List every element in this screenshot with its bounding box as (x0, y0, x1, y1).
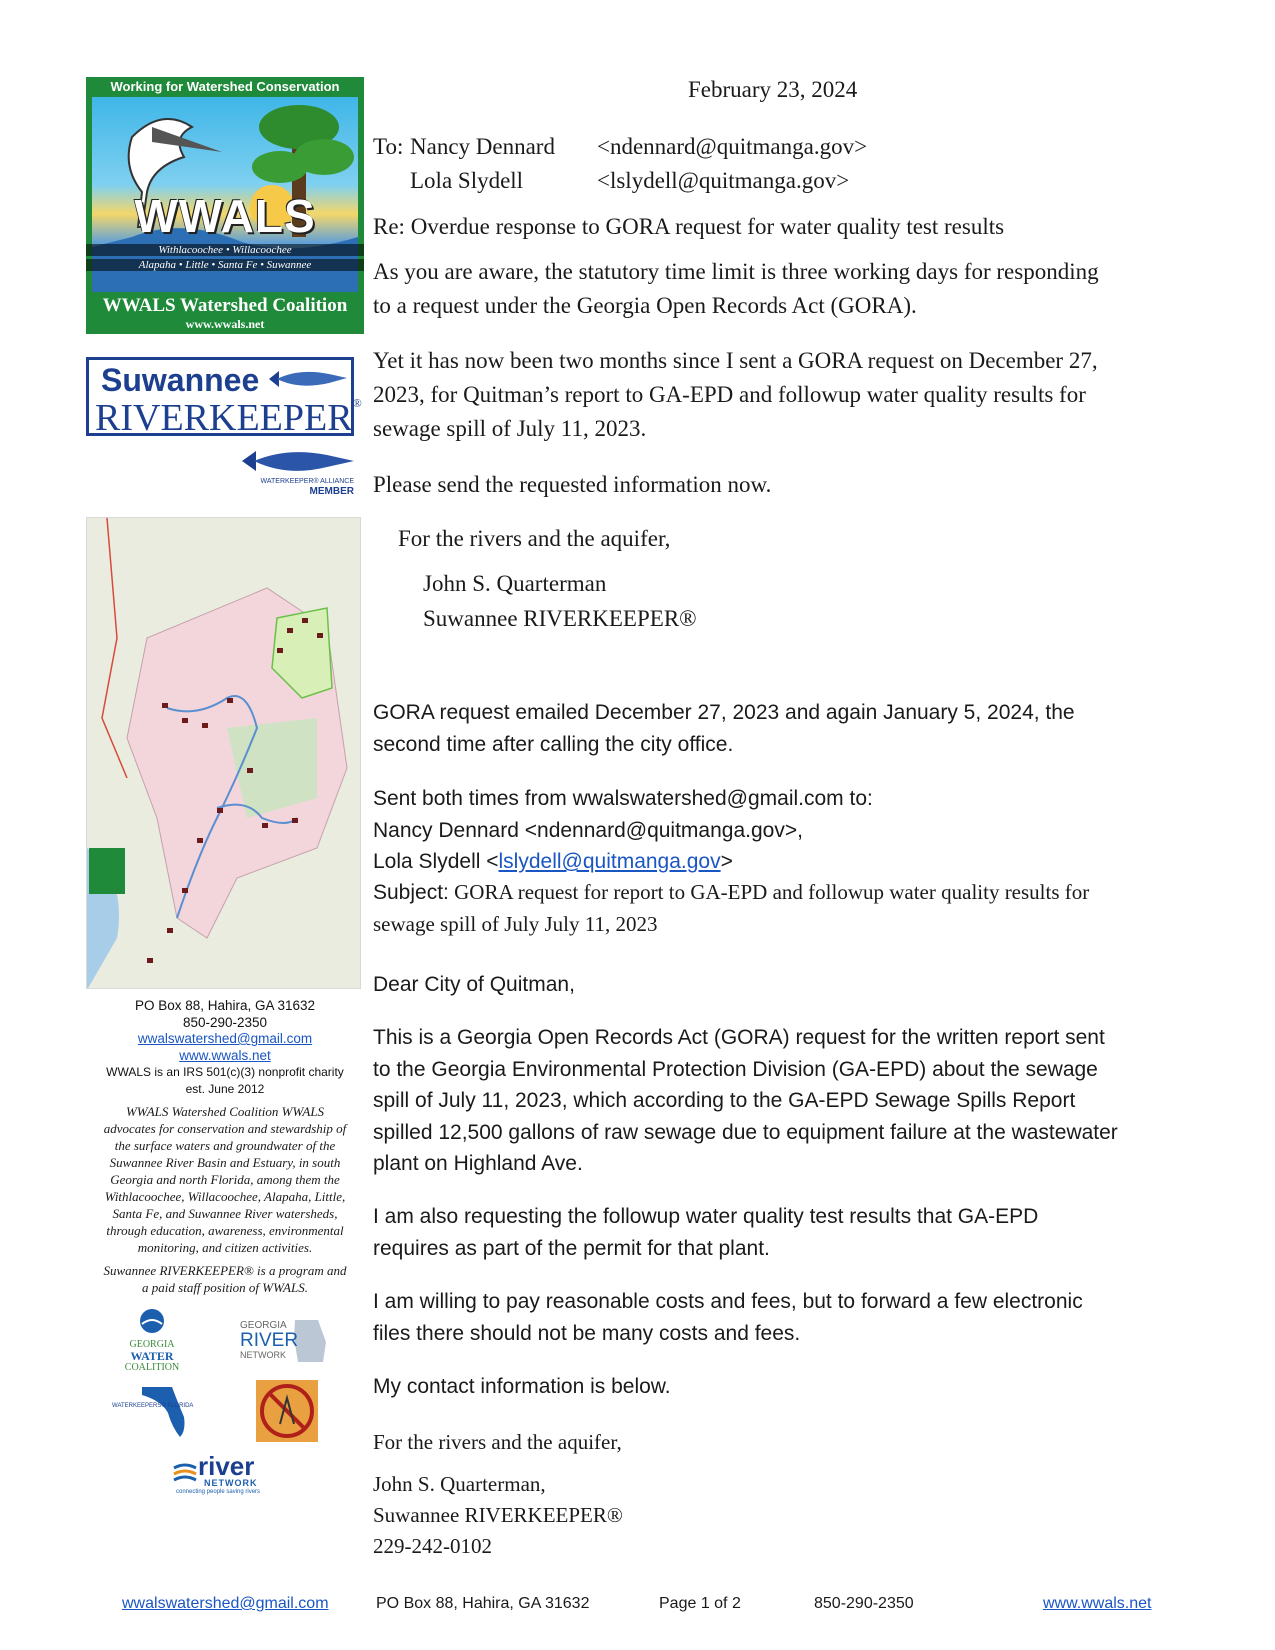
sidebar-mission (80, 1103, 370, 1296)
sturgeon-icon (242, 447, 354, 477)
quoted-closing: For the rivers and the aquifer, (373, 1430, 622, 1454)
mission-line: Georgia and north Florida, among them the (110, 1172, 340, 1187)
rn-wordmark: river (198, 1451, 255, 1481)
signature-title: Suwannee RIVERKEEPER® (423, 606, 697, 631)
footer-website-link[interactable]: www.wwals.net (1043, 1595, 1152, 1612)
gwc-line: GEORGIA (129, 1339, 175, 1350)
quoted-to-1: Nancy Dennard <ndennard@quitmanga.gov>, (373, 818, 803, 842)
footer-phone: 850-290-2350 (814, 1595, 914, 1612)
watershed-map-graphic (87, 518, 361, 989)
sidebar-charity-line1: WWALS is an IRS 501(c)(3) nonprofit charity (106, 1065, 344, 1079)
recipient-name: Lola Slydell (410, 168, 524, 193)
quoted-to-2: Lola Slydell <lslydell@quitmanga.gov> (373, 850, 733, 873)
quoted-emailed-note: GORA request emailed December 27, 2023 and again January 5, 2024, the second time after calling the city office. (373, 701, 1075, 756)
letter-date: February 23, 2024 (688, 77, 858, 102)
mission-line: Suwannee River Basin and Estuary, in south (109, 1155, 341, 1170)
quoted-sent-from: Sent both times from wwalswatershed@gmail.com to: (373, 787, 873, 810)
wwals-org-name: WWALS Watershed Coalition (102, 295, 348, 316)
rn-tagline: connecting people saving rivers (176, 1489, 261, 1495)
rn-network: NETWORK (204, 1478, 258, 1488)
program-note-line: a paid staff position of WWALS. (142, 1280, 308, 1295)
quoted-paragraph-4: My contact information is below. (373, 1375, 671, 1398)
mission-line: Santa Fe, and Suwannee River watersheds, (112, 1206, 338, 1221)
river-waves-icon (172, 1462, 198, 1484)
river-network-logo (172, 1451, 270, 1500)
grn-line: GEORGIA (240, 1320, 287, 1331)
ffade-label (256, 1380, 318, 1381)
quoted-signature: John S. Quarterman, Suwannee RIVERKEEPER® 229-242-0102 (373, 1472, 623, 1558)
recipient-email: <ndennard@quitmanga.gov> (597, 134, 868, 159)
letter-paragraph-1: As you are aware, the statutory time limit is three working days for responding to a request under the Georgia Open Records Act (GORA). (373, 259, 1099, 318)
sidebar-charity-line2: est. June 2012 (185, 1081, 265, 1096)
recipient-name: Nancy Dennard (410, 134, 555, 159)
waterkeeper-alliance-mark (242, 447, 354, 497)
letter-closing: For the rivers and the aquifer, (398, 526, 671, 551)
mission-line: the surface waters and groundwater of the (114, 1138, 336, 1153)
alliance-label: WATERKEEPER® ALLIANCE (260, 478, 354, 485)
water-drop-icon (137, 1308, 167, 1334)
quoted-header (373, 783, 873, 878)
wwals-tagline: Working for Watershed Conservation (110, 79, 340, 94)
gwc-line: WATER (130, 1349, 174, 1363)
quoted-paragraph-2: I am also requesting the followup water quality test results that GA-EPD requires as part of the permit for that plant. (373, 1205, 1039, 1260)
lslydell-email-link[interactable]: lslydell@quitmanga.gov (498, 850, 721, 873)
wwals-logo (86, 77, 364, 334)
sidebar-email-link[interactable]: wwalswatershed@gmail.com (137, 1031, 313, 1046)
quoted-subject: Subject: GORA request for report to GA-EPD and followup water quality results for sewage spill of July July 11, 2023 (373, 880, 1090, 936)
program-note-line: Suwannee RIVERKEEPER® is a program and (103, 1263, 347, 1278)
riverkeeper-logo-riverkeeper: RIVERKEEPER® (95, 396, 362, 439)
watershed-map (86, 517, 361, 989)
footer-address: PO Box 88, Hahira, GA 31632 (376, 1595, 590, 1612)
floridians-against-dirty-energy-logo (256, 1380, 318, 1442)
mission-line: advocates for conservation and stewardship of (103, 1121, 347, 1136)
waterkeepers-florida-logo (112, 1383, 192, 1439)
quoted-salutation: Dear City of Quitman, (373, 973, 575, 996)
sidebar-contact (80, 998, 370, 1097)
georgia-water-coalition-logo (120, 1308, 184, 1373)
sidebar-website-link[interactable]: www.wwals.net (179, 1047, 271, 1063)
quoted-paragraph-3: I am willing to pay reasonable costs and fees, but to forward a few electronic files there should not be many costs and fees. (373, 1290, 1083, 1345)
wwals-logo-website: www.wwals.net (185, 317, 265, 331)
footer-email-link[interactable]: wwalswatershed@gmail.com (122, 1595, 329, 1612)
grn-line: RIVER (240, 1330, 299, 1351)
riverkeeper-logo (86, 357, 362, 439)
wkf-label: WATERKEEPERS® FLORIDA (112, 1403, 194, 1409)
no-drilling-icon (256, 1380, 318, 1442)
riverkeeper-logo-suwannee: Suwannee (101, 362, 260, 398)
wwals-wordmark: WWALS (134, 190, 316, 242)
grn-line: NETWORK (240, 1350, 286, 1360)
to-label: To: (373, 134, 404, 159)
wwals-mini-logo-icon (89, 848, 125, 894)
florida-state-icon (142, 1383, 192, 1439)
mission-line: WWALS Watershed Coalition WWALS (125, 1104, 325, 1119)
sidebar-phone: 850-290-2350 (182, 1014, 268, 1030)
georgia-river-network-logo (240, 1318, 332, 1364)
letter-paragraph-2: Yet it has now been two months since I sent a GORA request on December 27, 2023, for Quitman’s report to GA-EPD and followup water quality results for sewage spill of July 11, 2023. (373, 348, 1098, 441)
mission-line: monitoring, and citizen activities. (137, 1240, 313, 1255)
mission-line: Withlacoochee, Willacoochee, Alapaha, Little, (104, 1189, 346, 1204)
recipient-email: <lslydell@quitmanga.gov> (597, 168, 850, 193)
alliance-member-label: MEMBER (309, 486, 354, 497)
sidebar-address: PO Box 88, Hahira, GA 31632 (134, 998, 316, 1013)
signature-name: John S. Quarterman (423, 571, 607, 596)
wwals-rivers-line2: Alapaha • Little • Santa Fe • Suwannee (86, 259, 364, 271)
footer-page-number: Page 1 of 2 (659, 1595, 741, 1612)
wwals-rivers-line1: Withlacoochee • Willacoochee (86, 244, 364, 256)
mission-line: through education, awareness, environmental (106, 1223, 344, 1238)
wwals-logo-footer (86, 295, 364, 332)
letter-subject: Re: Overdue response to GORA request for water quality test results (373, 214, 1005, 239)
gwc-line: COALITION (124, 1362, 180, 1373)
sturgeon-icon (269, 366, 347, 392)
letter-paragraph-3: Please send the requested information now. (373, 472, 772, 497)
quoted-paragraph-1: This is a Georgia Open Records Act (GORA) request for the written report sent to the Georgia Environmental Protection Division (GA-EPD) about the sewage spill of July 11, 2023, which according to the GA-EPD Sewage Spills Report spilled 12,500 gallons of raw sewage due to equipment failure at the wastewater plant on Highland Ave. (373, 1026, 1118, 1175)
